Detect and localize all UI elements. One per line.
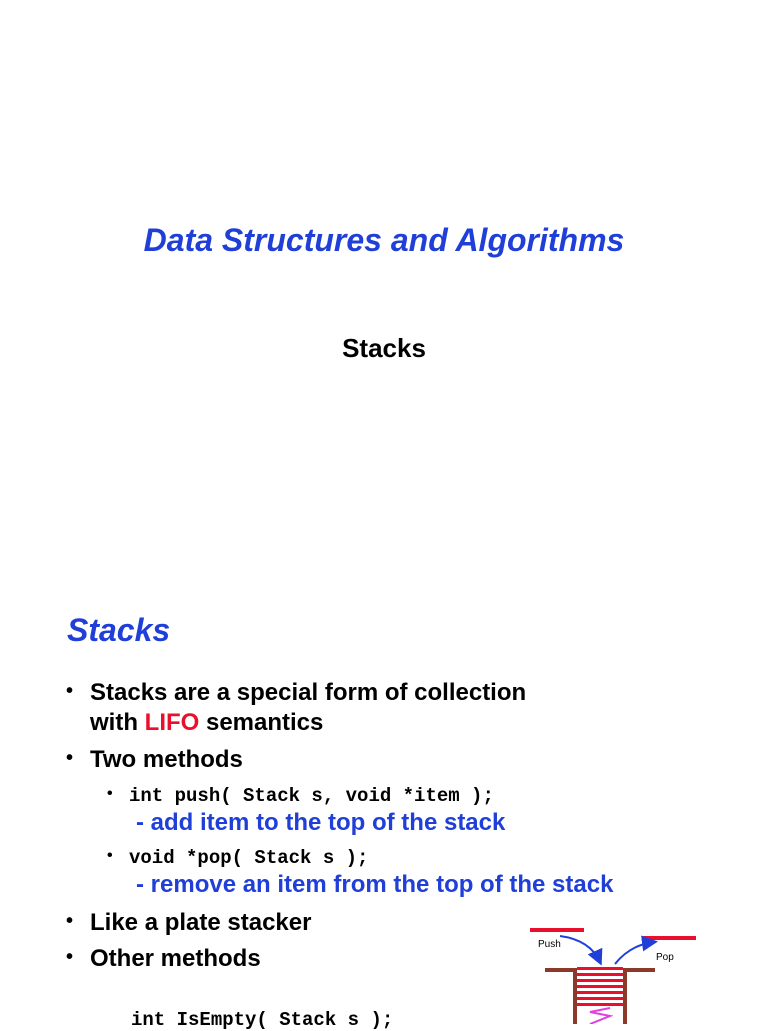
- pop-description: - remove an item from the top of the stack: [136, 871, 614, 898]
- bullet-dot: •: [66, 747, 74, 769]
- text-with: with: [90, 709, 145, 736]
- pop-signature: void *pop( Stack s );: [129, 847, 369, 869]
- plate-stacker-diagram: [520, 920, 710, 1024]
- lifo-highlight: LIFO: [144, 709, 200, 736]
- bullet-other-methods: Other methods: [90, 945, 261, 972]
- pop-label: Pop: [656, 952, 674, 963]
- section-title: Stacks: [67, 612, 171, 648]
- bullet-dot: •: [66, 680, 74, 702]
- slide-title: Data Structures and Algorithms: [143, 222, 625, 258]
- spring-icon: [590, 1008, 610, 1024]
- text-semantics: semantics: [199, 709, 324, 736]
- bullet-plate-stacker: Like a plate stacker: [90, 909, 312, 936]
- push-description: - add item to the top of the stack: [136, 809, 506, 836]
- push-arrow-icon: [560, 936, 600, 962]
- push-label: Push: [538, 939, 561, 950]
- slide-subtitle: Stacks: [342, 333, 426, 363]
- stacked-plates: [577, 967, 623, 1006]
- pop-plate-icon: [642, 936, 696, 940]
- sub-bullet-dot: •: [107, 785, 113, 802]
- isempty-signature: int IsEmpty( Stack s );: [131, 1009, 394, 1031]
- bullet-line: Stacks are a special form of collection: [90, 679, 527, 706]
- bullet-stacks-definition: [90, 678, 526, 738]
- bullet-line: [90, 708, 526, 738]
- bullet-two-methods: Two methods: [90, 746, 243, 773]
- sub-bullet-dot: •: [107, 847, 113, 864]
- push-signature: int push( Stack s, void *item );: [129, 785, 494, 807]
- push-plate-icon: [530, 928, 584, 932]
- bullet-dot: •: [66, 910, 74, 932]
- pop-arrow-icon: [615, 942, 654, 964]
- bullet-dot: •: [66, 946, 74, 968]
